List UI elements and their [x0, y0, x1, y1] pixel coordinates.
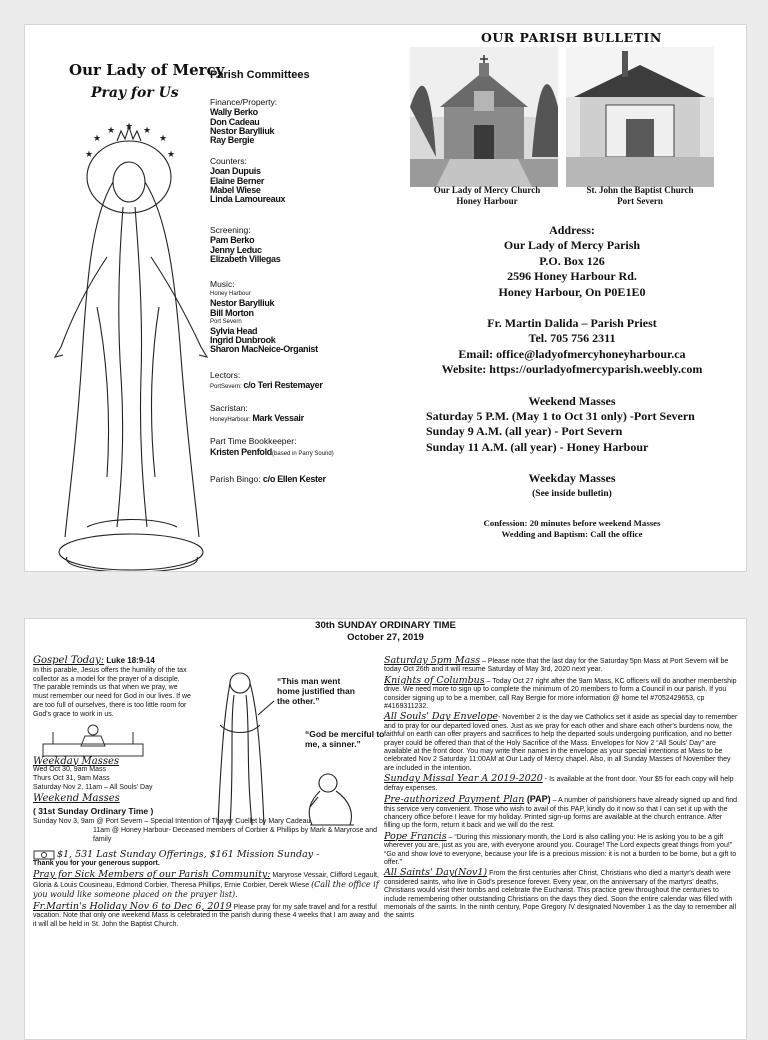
svg-text:★: ★	[93, 134, 102, 144]
church2-place: Port Severn	[617, 196, 663, 206]
committee-member: Jenny Leduc	[210, 244, 262, 255]
wedding-baptism-note: Wedding and Baptism: Call the office	[501, 529, 643, 540]
lectors-location: PortSevern:	[210, 383, 244, 390]
offerings-thanks: Thank you for your generous support.	[33, 860, 160, 868]
counters-label: Counters:	[210, 156, 247, 167]
pope-text: – “During this missionary month, the Lord is also calling you: He is asking you to be a gift wherever you are, just as you are, with everyone around you. Courage! The Lord expects great things from you!” “Go and show love to everyone, because your life is a precious mission: it is not a burden to be borne, but a gift to offer.”	[384, 833, 737, 866]
knights-section	[384, 674, 740, 712]
bulletin-inside-page	[24, 618, 747, 1040]
tax-collector-quote: “God be merciful to me, a sinner.”	[305, 729, 385, 749]
saturday-mass-heading: Saturday 5pm Mass	[384, 655, 481, 666]
all-souls-text: - November 2 is the day we Catholics set it aside as special day to remember and to pray for our departed loved ones. Just as we pray for each other and share each other's burdens now, the faithful on earth can offer prayers and sacrifices to help the departed souls undergoing purification, and no better prayer could be offered than that of the Holy Sacrifice of the Mass. Envelopes for Nov 2 “All Souls' Day” are available at the front door. You may write their names in the envelope as your special intentions at Mass to be celebrated Nov 2 Saturday 11:00AM at Our Lady of Mercy chapel. Also, in all Sunday Masses of November they are included in the intention.	[384, 714, 738, 772]
sunday-title: 30th SUNDAY ORDINARY TIME	[315, 620, 456, 631]
address-line: 2596 Honey Harbour Rd.	[507, 269, 637, 284]
sacristan-name: Mark Vessair	[252, 413, 304, 424]
weekend-masses-section	[33, 792, 383, 845]
pap-abbr: (PAP)	[524, 794, 551, 805]
parish-email: Email: office@ladyofmercyhoneyharbour.ca	[458, 346, 686, 361]
bingo-group	[210, 475, 410, 484]
lectors-label: Lectors:	[210, 369, 241, 380]
weekday-mass-line: Thurs Oct 31, 9am Mass	[33, 775, 110, 783]
all-saints-section	[384, 869, 740, 920]
weekend-masses-heading: Weekend Masses	[33, 792, 120, 804]
bingo-label: Parish Bingo:	[210, 473, 263, 484]
saturday-mass-text: – Please note that the last day for the Saturday 5pn Mass at Port Severn will be today Oct 26th and it will resume Saturday of May 3rd, 2020 next year.	[384, 658, 729, 674]
lectors-group	[210, 371, 410, 392]
music-label: Music:	[210, 279, 235, 290]
parish-contact-block	[412, 223, 732, 540]
lectors-name: c/o Teri Restemayer	[243, 379, 323, 390]
sick-members-section	[33, 871, 383, 900]
offerings-section	[33, 850, 383, 869]
committee-member: Elizabeth Villegas	[210, 253, 281, 264]
committee-member: Sharon MacNeice-Organist	[210, 344, 318, 355]
weekend-mass-line: 11am @ Honey Harbour- Deceased members of Corbier & Phillips by Mark & Maryrose and family	[93, 827, 377, 843]
music-location: Port Severn	[210, 318, 242, 325]
sunday-label: ( 31st Sunday Ordinary Time )	[33, 805, 154, 816]
gospel-reference: Luke 18:9-14	[104, 656, 155, 665]
left-column	[33, 657, 383, 932]
committee-member: Sylvia Head	[210, 326, 258, 337]
money-icon	[33, 850, 55, 860]
church2-name: St. John the Baptist Church	[586, 185, 694, 195]
finance-group	[210, 98, 410, 145]
committee-member: Bill Morton	[210, 307, 254, 318]
missal-text: - Is available at the front door. Your $5 for each copy will help defray expenses.	[384, 776, 734, 792]
missal-heading: Sunday Missal Year A 2019-2020	[384, 773, 543, 785]
bulletin-cover-page	[24, 24, 747, 572]
confession-times: Confession: 20 minutes before weekend Masses	[483, 518, 661, 529]
sick-members-heading: Pray for Sick Members of our Parish Community:	[33, 869, 271, 881]
mass-time: Sunday 11 A.M. (all year) - Honey Harbour	[426, 439, 649, 454]
weekday-masses-heading: Weekday Masses	[528, 471, 616, 486]
st-john-the-baptist-church-photo	[566, 47, 714, 187]
pap-text: – A number of parishioners have already signed up and find this service very convenient. Those who wish to avail of this PAP, kindly do it now so that I can set it up with the chancery office before I leave for my holiday. Printed sign-up forms are available at the church entrance. After filling up the form, return it back and we will do the rest.	[384, 797, 738, 830]
bookkeeper-name: Kristen Penfold	[210, 446, 273, 457]
svg-text:★: ★	[125, 122, 134, 132]
address-label: Address:	[549, 223, 595, 237]
church1-place: Honey Harbour	[456, 196, 518, 206]
weekday-masses-section	[33, 755, 383, 793]
weekday-mass-line: Saturday Nov 2, 11am – All Souls' Day	[33, 783, 153, 791]
our-lady-of-mercy-illustration	[47, 57, 225, 572]
committee-member: Ingrid Dunbrook	[210, 335, 276, 346]
weekend-mass-line: Sunday Nov 3, 9am @ Port Severn – Special Intention of Thayer Cuellet by Mary Cadeau	[33, 818, 311, 826]
parish-phone: Tel. 705 756 2311	[528, 331, 616, 346]
pap-heading: Pre-authorized Payment Plan	[384, 794, 525, 806]
all-souls-section	[384, 713, 740, 773]
mary-subtitle: Pray for Us	[91, 85, 179, 101]
all-saints-heading: All Saints' Day(Nov1)	[384, 867, 488, 879]
offerings-heading: $1, 531 Last Sunday Offerings, $161 Mission Sunday -	[56, 848, 320, 860]
sick-members-note: (Call the office if you would like someone placed on the prayer list).	[33, 879, 379, 899]
committee-member: Nestor Barylliuk	[210, 125, 275, 136]
weekend-masses-list	[412, 409, 732, 455]
sacristan-group	[210, 404, 410, 425]
bookkeeper-label: Part Time Bookkeeper:	[210, 436, 297, 447]
committees-heading: Parish Committees	[210, 69, 310, 81]
right-column	[384, 657, 740, 923]
address-line: P.O. Box 126	[539, 253, 605, 268]
address-line: Honey Harbour, On P0E1E0	[498, 284, 646, 299]
bulletin-title: OUR PARISH BULLETIN	[481, 30, 662, 45]
weekday-mass-line: Wed Oct 30, 9am Mass	[33, 766, 107, 774]
pope-section	[384, 830, 740, 868]
pap-section	[384, 795, 740, 831]
committee-member: Elaine Berner	[210, 175, 265, 186]
weekday-masses-note: (See inside bulletin)	[532, 488, 612, 499]
knights-text: – Today Oct 27 right after the 9am Mass, KC officers will do another membership drive. We need more to sign up to complete the minimum of 20 members to form a Council in our parish. If you consider signing up to be a member, call Ray Bergie for more information @ home tel #7052429653, cp #4169311232.	[384, 677, 737, 711]
all-souls-heading: All Souls' Day Envelope	[384, 711, 499, 723]
finance-label: Finance/Property:	[210, 97, 278, 108]
sacristan-label: Sacristan:	[210, 403, 248, 414]
holiday-heading: Fr.Martin's Holiday Nov 6 to Dec 6, 2019	[33, 900, 232, 912]
music-location: Honey Harbour	[210, 291, 251, 298]
bulletin-date: October 27, 2019	[347, 632, 424, 643]
svg-text:★: ★	[85, 150, 94, 160]
address-line: Our Lady of Mercy Parish	[503, 238, 641, 253]
holiday-section	[33, 900, 383, 930]
parish-priest: Fr. Martin Dalida – Parish Priest	[487, 316, 657, 331]
committee-member: Ray Bergie	[210, 135, 255, 146]
sacristan-location: HoneyHarbour:	[210, 417, 253, 424]
gospel-section	[33, 657, 383, 720]
holiday-text: Please pray for my safe travel and for a restful vacation. Note that only one weekend Mass is celebrated in the parish during these 4 weeks that I am away and it will all be held in St. John the Baptist Church.	[33, 903, 380, 929]
screening-group	[210, 226, 410, 264]
parish-website: Website: https://ourladyofmercyparish.weebly.com	[441, 362, 703, 377]
church2-caption	[550, 185, 730, 207]
committee-member: Nestor Barylliuk	[210, 298, 275, 309]
svg-text:★: ★	[159, 134, 168, 144]
mary-title: Our Lady of Mercy	[69, 61, 225, 79]
svg-text:★: ★	[107, 126, 116, 136]
pope-heading: Pope Francis	[384, 830, 447, 842]
committee-member: Don Cadeau	[210, 116, 260, 127]
svg-text:★: ★	[143, 126, 152, 136]
music-group	[210, 280, 410, 355]
counters-group	[210, 157, 410, 204]
pharisee-quote: “This man went home justified than the other.”	[277, 676, 355, 706]
gospel-text: In this parable, Jesus offers the humility of the tax collector as a model for the prayer of a disciple. The parable reminds us that when we pray, we must remember our need for God in our lives. If we are too full of ourselves, there is too little room for God's grace to work in us.	[33, 666, 191, 718]
bookkeeper-group	[210, 437, 410, 458]
parish-committees	[210, 71, 410, 496]
sick-members-names: Maryrose Vessair, Clifford Legault, Gloria & Louis Cousineau, Edmond Corbier, Theresa Phillips, Ernie Corbier, Derek Wiese	[33, 872, 379, 889]
mass-time: Sunday 9 A.M. (all year) - Port Severn	[426, 424, 623, 439]
committee-member: Joan Dupuis	[210, 166, 261, 177]
liturgical-header	[25, 620, 746, 644]
committee-member: Pam Berko	[210, 235, 255, 246]
bookkeeper-note: (based in Parry Sound)	[272, 450, 334, 457]
weekday-masses-heading: Weekday Masses	[33, 755, 120, 767]
saturday-mass-section	[384, 657, 740, 675]
svg-text:★: ★	[167, 150, 176, 160]
priest-at-altar-icon	[33, 722, 153, 758]
missal-section	[384, 775, 740, 793]
committee-member: Linda Lamoureaux	[210, 194, 286, 205]
knights-heading: Knights of Columbus	[384, 674, 485, 686]
screening-label: Screening:	[210, 225, 251, 236]
gospel-heading: Gospel Today:	[33, 655, 105, 666]
weekend-masses-heading: Weekend Masses	[528, 393, 616, 408]
church1-name: Our Lady of Mercy Church	[433, 185, 541, 195]
committee-member: Wally Berko	[210, 107, 258, 118]
committee-member: Mabel Wiese	[210, 184, 261, 195]
bingo-name: c/o Ellen Kester	[262, 473, 326, 484]
all-saints-text: From the first centuries after Christ, Christians who died a martyr's death were considered saints, who live in God's presence forever. Every year, on the anniversary of the martyrs' deaths, Christians would visit their tombs and celebrate the Eucharist. This practice grew throughout the centuries to include remembering other outstanding Christians on the days they died. Soon the entire calendar was filled with memorials of the saints. In the ninth century, Pope Gregory IV designated November 1 as the day to remember all the saints	[384, 870, 736, 920]
mass-time: Saturday 5 P.M. (May 1 to Oct 31 only) -Port Severn	[426, 409, 695, 424]
our-lady-of-mercy-church-photo	[410, 47, 558, 187]
